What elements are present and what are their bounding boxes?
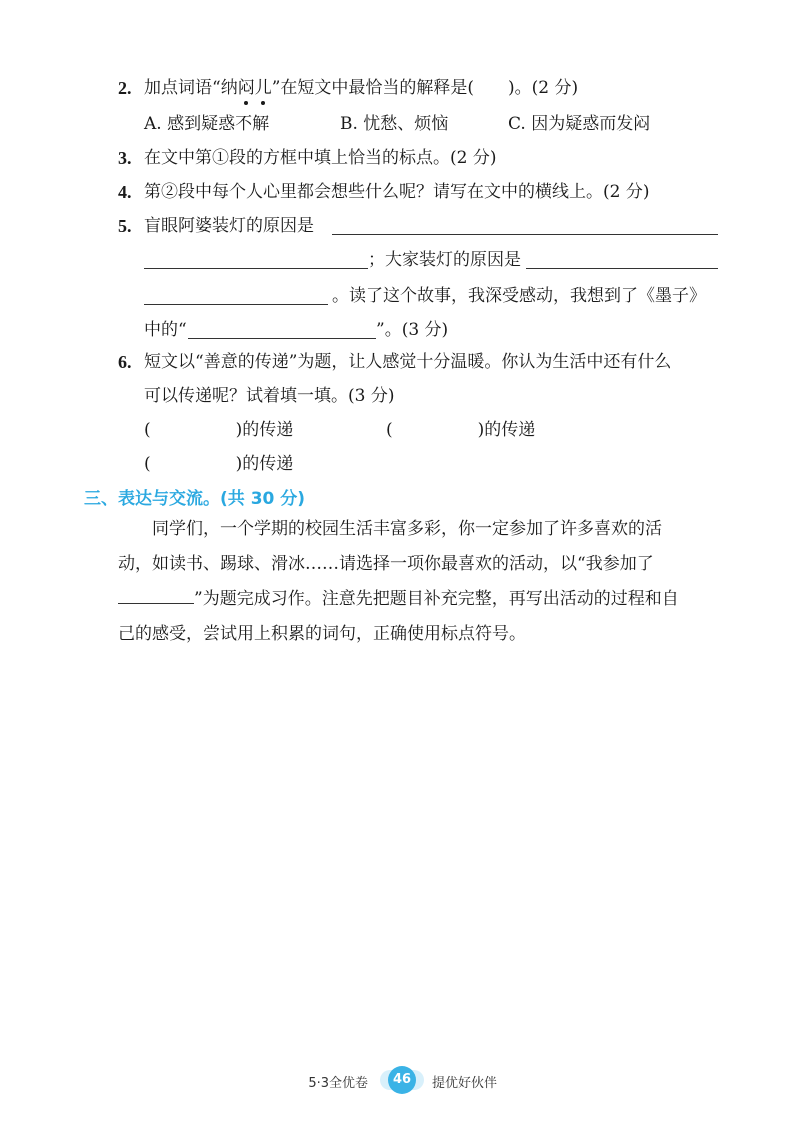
q4-number: 4. xyxy=(118,182,132,202)
q5-answer-blank-2[interactable] xyxy=(144,250,368,269)
q4-text: 第②段中每个人心里都会想些什么呢？请写在文中的横线上。(2 分) xyxy=(144,182,650,202)
q2-stem-e: ”在短文中最恰当的解释是( )。(2 分) xyxy=(271,78,579,98)
q5-number: 5. xyxy=(118,216,132,236)
prompt-line-3-text: ”为题完成习作。注意先把题目补充完整，再写出活动的过程和自 xyxy=(194,589,679,609)
q5-part3: 。读了这个故事，我深受感动，我想到了《墨子》 xyxy=(332,286,706,306)
q2-number: 2. xyxy=(118,78,132,98)
prompt-line-2: 动，如读书、踢球、滑冰……请选择一项你最喜欢的活动，以“我参加了 xyxy=(118,554,654,574)
q5-answer-blank-5[interactable] xyxy=(188,320,376,339)
q6-number: 6. xyxy=(118,352,132,372)
q2-stem-a: 加点词语“ xyxy=(144,78,221,98)
q5-part4b: ”。(3 分) xyxy=(376,320,449,340)
q2-emph-char: 闷 xyxy=(237,78,255,98)
q5-part1: 盲眼阿婆装灯的原因是 xyxy=(144,216,314,236)
q6-line2: 可以传递呢？试着填一填。(3 分) xyxy=(144,386,395,406)
page-number: 46 xyxy=(388,1066,416,1094)
footer-slogan: 提优好伙伴 xyxy=(432,1076,498,1091)
q2-option-a: A. 感到疑惑不解 xyxy=(144,114,270,134)
q6-fill-a[interactable]: ( )的传递 xyxy=(144,420,294,440)
q3-text: 在文中第①段的方框中填上恰当的标点。(2 分) xyxy=(144,148,497,168)
section-3-heading: 三、表达与交流。(共 30 分) xyxy=(84,489,306,509)
q6-fill-b[interactable]: ( )的传递 xyxy=(386,420,536,440)
section-3-prompt xyxy=(118,512,718,652)
q5-part2: ；大家装灯的原因是 xyxy=(368,250,521,270)
q6-fill-c[interactable]: ( )的传递 xyxy=(144,454,294,474)
q2-emph-char: 儿 xyxy=(254,78,272,98)
q5-answer-blank-3[interactable] xyxy=(526,250,718,269)
page-footer xyxy=(0,1066,800,1096)
prompt-line-4: 己的感受，尝试用上积累的词句，正确使用标点符号。 xyxy=(118,624,526,644)
q2-option-c: C. 因为疑惑而发闷 xyxy=(508,114,651,134)
q2-option-b: B. 忧愁、烦恼 xyxy=(340,114,449,134)
q6-line1: 短文以“善意的传递”为题，让人感觉十分温暖。你认为生活中还有什么 xyxy=(144,352,672,372)
q5-part4a: 中的“ xyxy=(144,320,187,340)
q2-stem-b: 纳 xyxy=(220,78,238,98)
prompt-line-3 xyxy=(118,582,718,617)
title-blank[interactable] xyxy=(118,585,194,604)
q3-number: 3. xyxy=(118,148,132,168)
q5-answer-blank-1[interactable] xyxy=(332,216,718,235)
footer-brand: 5·3全优卷 xyxy=(308,1076,368,1091)
q5-answer-blank-4[interactable] xyxy=(144,286,328,305)
prompt-line-1: 同学们，一个学期的校园生活丰富多彩，你一定参加了许多喜欢的活 xyxy=(152,519,662,539)
